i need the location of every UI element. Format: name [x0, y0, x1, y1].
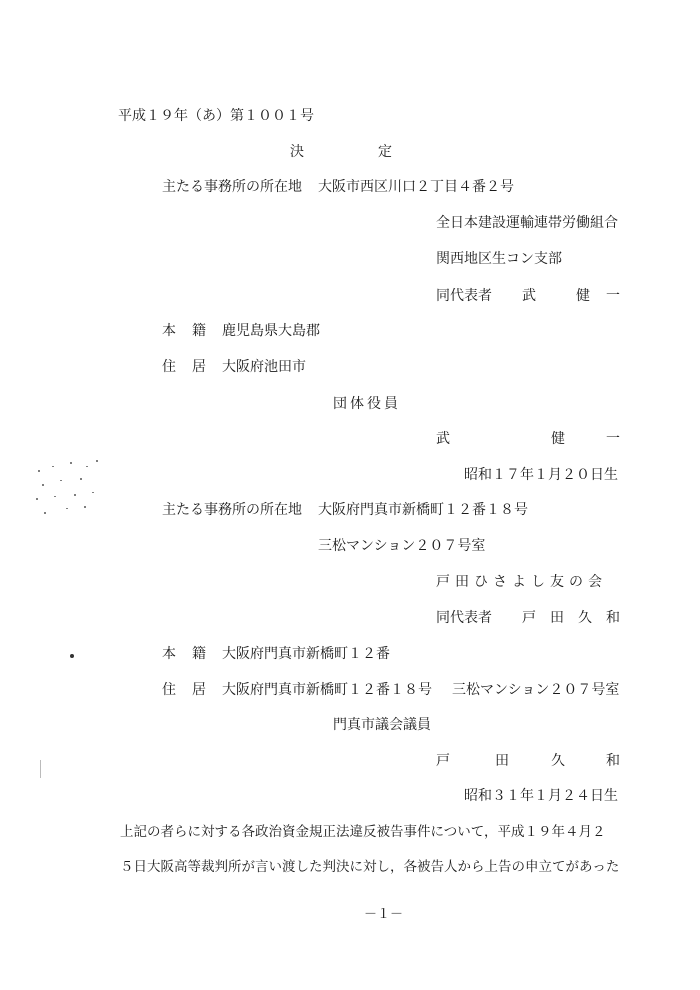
party1-rep-name-2: 健 [576, 288, 590, 304]
party1-office-address: 大阪市西区川口２丁目４番２号 [318, 179, 514, 195]
party2-office-label: 主たる事務所の所在地 [162, 502, 302, 518]
person2-honseki-label-1: 本 [162, 646, 176, 662]
person1-honseki-label-2: 籍 [192, 323, 206, 339]
person1-jukyo-label-1: 住 [162, 359, 176, 375]
party1-org-line1: 全日本建設運輸連帯労働組合 [436, 215, 618, 231]
doc-title-char-1: 決 [290, 144, 304, 160]
party1-rep-label: 同代表者 [436, 288, 492, 304]
party2-office-address: 大阪府門真市新橋町１２番１８号 [318, 502, 528, 518]
party2-office-address2: 三松マンション２０７号室 [318, 538, 486, 554]
person1-name-3: 一 [606, 431, 620, 447]
body-line-2: ５日大阪高等裁判所が言い渡した判決に対し，各被告人から上告の申立てがあった [120, 859, 620, 875]
person1-jukyo-value: 大阪府池田市 [222, 359, 306, 375]
person2-name-2: 田 [495, 753, 509, 769]
person2-jukyo-value: 大阪府門真市新橋町１２番１８号 [222, 682, 432, 698]
party1-org-line2: 関西地区生コン支部 [436, 251, 562, 267]
person1-honseki-value: 鹿児島県大島郡 [222, 323, 320, 339]
person2-honseki-label-2: 籍 [192, 646, 206, 662]
person2-honseki-value: 大阪府門真市新橋町１２番 [222, 646, 390, 662]
party1-office-label: 主たる事務所の所在地 [162, 179, 302, 195]
page-number: －１－ [364, 907, 404, 922]
person2-name-1: 戸 [436, 753, 450, 769]
person2-occupation: 門真市議会議員 [333, 717, 431, 733]
party2-rep-label: 同代表者 [436, 610, 492, 626]
person2-jukyo-value2: 三松マンション２０７号室 [452, 682, 620, 698]
person2-name-3: 久 [551, 753, 565, 769]
doc-title-char-2: 定 [378, 144, 392, 160]
person1-birth: 昭和１７年１月２０日生 [464, 467, 618, 483]
person1-jukyo-label-2: 居 [192, 359, 206, 375]
person2-jukyo-label-2: 居 [192, 682, 206, 698]
person2-jukyo-label-1: 住 [162, 682, 176, 698]
person1-occupation: 団体役員 [333, 396, 401, 412]
body-line-1: 上記の者らに対する各政治資金規正法違反被告事件について，平成１９年４月２ [120, 824, 606, 840]
person2-birth: 昭和３１年１月２４日生 [464, 788, 618, 804]
party2-rep-name: 戸 田 久 和 [522, 610, 620, 626]
person1-honseki-label-1: 本 [162, 323, 176, 339]
party1-rep-name-3: 一 [606, 288, 620, 304]
party1-rep-name-1: 武 [522, 288, 536, 304]
person1-name-1: 武 [436, 431, 450, 447]
party2-org-name: 戸田ひさよし友の会 [436, 574, 607, 590]
person1-name-2: 健 [551, 431, 565, 447]
case-number: 平成１９年（あ）第１００１号 [118, 108, 314, 124]
person2-name-4: 和 [606, 753, 620, 769]
